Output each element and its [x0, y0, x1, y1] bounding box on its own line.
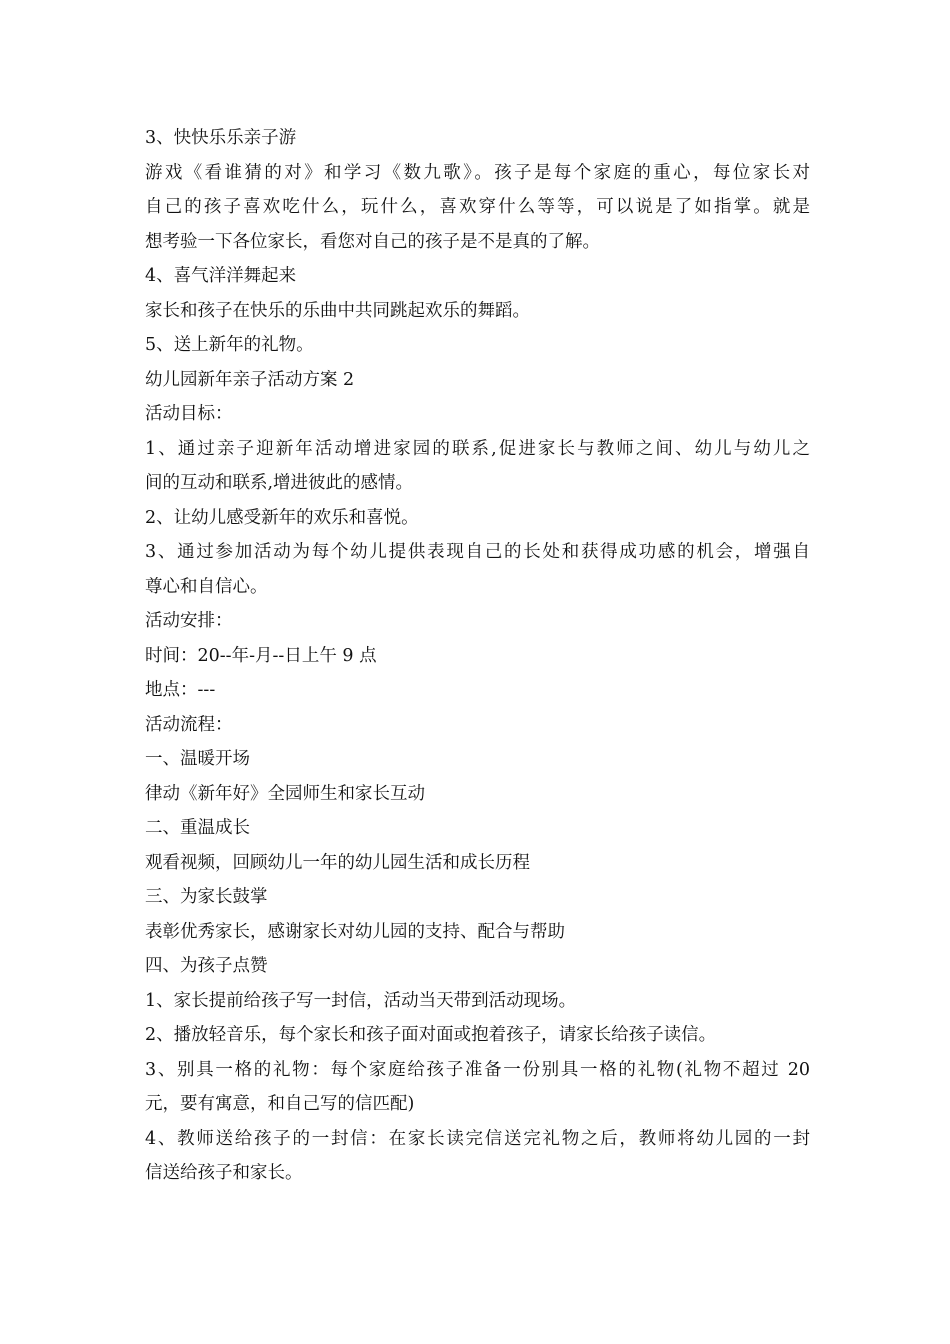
paragraph [145, 846, 810, 881]
text-line: 活动流程： [145, 714, 233, 735]
text-line: 2、播放轻音乐，每个家长和孩子面对面或抱着孩子，请家长给孩子读信。 [145, 1025, 717, 1045]
text-line: 3、快快乐乐亲子游 [145, 128, 297, 148]
text-line: 自己的孩子喜欢吃什么，玩什么，喜欢穿什么等等，可以说是了如指掌。就是 [145, 197, 810, 217]
paragraph [145, 121, 810, 156]
paragraph [145, 673, 810, 708]
paragraph [145, 639, 810, 674]
paragraph [145, 708, 810, 743]
paragraph [145, 1018, 810, 1053]
text-line: 1、通过亲子迎新年活动增进家园的联系,促进家长与教师之间、幼儿与幼儿之 [145, 438, 810, 459]
text-line: 表彰优秀家长，感谢家长对幼儿园的支持、配合与帮助 [145, 921, 565, 942]
paragraph [145, 259, 810, 294]
text-line: 信送给孩子和家长。 [145, 1163, 303, 1183]
text-line: 间的互动和联系,增进彼此的感情。 [145, 473, 414, 493]
paragraph [145, 156, 810, 260]
paragraph [145, 501, 810, 536]
text-line: 一、温暖开场 [145, 749, 250, 769]
text-line: 1、家长提前给孩子写一封信，活动当天带到活动现场。 [145, 990, 577, 1011]
text-line: 律动《新年好》全园师生和家长互动 [145, 783, 425, 804]
text-line: 活动安排： [145, 611, 233, 631]
text-line: 游戏《看谁猜的对》和学习《数九歌》。孩子是每个家庭的重心，每位家长对 [145, 162, 810, 183]
text-line: 幼儿园新年亲子活动方案 2 [145, 369, 355, 390]
text-line: 2、让幼儿感受新年的欢乐和喜悦。 [145, 507, 419, 528]
paragraph [145, 397, 810, 432]
text-line: 3、通过参加活动为每个幼儿提供表现自己的长处和获得成功感的机会，增强自 [145, 542, 810, 562]
paragraph [145, 742, 810, 777]
text-line: 二、重温成长 [145, 818, 250, 838]
paragraph [145, 1053, 810, 1122]
text-line: 4、教师送给孩子的一封信：在家长读完信送完礼物之后，教师将幼儿园的一封 [145, 1128, 810, 1149]
text-line: 三、为家长鼓掌 [145, 887, 268, 907]
paragraph [145, 535, 810, 604]
paragraph [145, 915, 810, 950]
paragraph [145, 328, 810, 363]
document-body [145, 121, 810, 1191]
text-line: 5、送上新年的礼物。 [145, 335, 314, 355]
text-line: 地点：--- [145, 680, 216, 700]
text-line: 尊心和自信心。 [145, 576, 268, 597]
text-line: 4、喜气洋洋舞起来 [145, 266, 297, 286]
paragraph [145, 1122, 810, 1191]
paragraph [145, 432, 810, 501]
paragraph [145, 949, 810, 984]
paragraph [145, 880, 810, 915]
paragraph [145, 294, 810, 329]
paragraph [145, 777, 810, 812]
paragraph [145, 811, 810, 846]
text-line: 时间：20--年-月--日上午 9 点 [145, 645, 377, 666]
text-line: 活动目标： [145, 404, 233, 424]
text-line: 3、别具一格的礼物：每个家庭给孩子准备一份别具一格的礼物(礼物不超过 20 [145, 1059, 810, 1080]
paragraph [145, 363, 810, 398]
text-line: 想考验一下各位家长，看您对自己的孩子是不是真的了解。 [145, 231, 600, 252]
text-line: 观看视频，回顾幼儿一年的幼儿园生活和成长历程 [145, 852, 530, 873]
paragraph [145, 604, 810, 639]
text-line: 元，要有寓意，和自己写的信匹配) [145, 1094, 415, 1114]
paragraph [145, 984, 810, 1019]
text-line: 家长和孩子在快乐的乐曲中共同跳起欢乐的舞蹈。 [145, 300, 530, 321]
text-line: 四、为孩子点赞 [145, 956, 268, 976]
